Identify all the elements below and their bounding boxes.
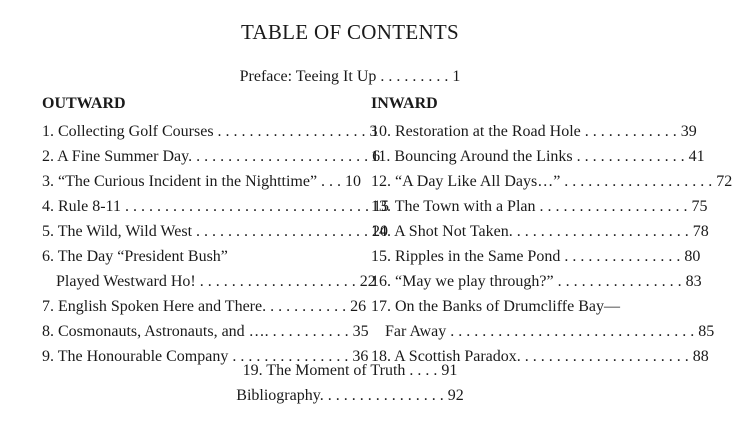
toc-entry-9: 9. The Honourable Company . . . . . . . . . . . . . . . 36 bbox=[42, 348, 369, 365]
toc-entry-14: 14. A Shot Not Taken. . . . . . . . . . . . . . . . . . . . . . . 78 bbox=[371, 223, 709, 240]
toc-entry-17: 17. On the Banks of Drumcliffe Bay— Far Away . . . . . . . . . . . . . . . . . . . . . . . . . . . . . . . 85 bbox=[371, 298, 715, 340]
preface-entry: Preface: Teeing It Up . . . . . . . . . 1 bbox=[239, 68, 461, 85]
toc-entry-15: 15. Ripples in the Same Pond . . . . . . . . . . . . . . . 80 bbox=[371, 248, 701, 265]
toc-entry-18: 18. A Scottish Paradox. . . . . . . . . . . . . . . . . . . . . . 88 bbox=[371, 348, 709, 365]
toc-entry-4: 4. Rule 8-11 . . . . . . . . . . . . . . . . . . . . . . . . . . . . . . . 15 bbox=[42, 198, 389, 215]
toc-entry-6: 6. The Day “President Bush” Played Westward Ho! . . . . . . . . . . . . . . . . . . . . 22 bbox=[42, 248, 376, 290]
toc-entry-2: 2. A Fine Summer Day. . . . . . . . . . . . . . . . . . . . . . . 6 bbox=[42, 148, 381, 165]
toc-entry-8: 8. Cosmonauts, Astronauts, and …. . . . . . . . . . . 35 bbox=[42, 323, 369, 340]
toc-entry-5: 5. The Wild, Wild West . . . . . . . . . . . . . . . . . . . . . . 20 bbox=[42, 223, 389, 240]
toc-title: TABLE OF CONTENTS bbox=[240, 20, 460, 44]
bibliography-entry: Bibliography. . . . . . . . . . . . . . . . 92 bbox=[236, 387, 464, 404]
toc-entry-10: 10. Restoration at the Road Hole . . . . . . . . . . . . 39 bbox=[371, 123, 697, 140]
toc-entry-1: 1. Collecting Golf Courses . . . . . . . . . . . . . . . . . . . 3 bbox=[42, 123, 378, 140]
outward-column bbox=[42, 121, 389, 371]
inward-heading: INWARD bbox=[371, 95, 438, 112]
toc-entry-13: 13. The Town with a Plan . . . . . . . . . . . . . . . . . . . 75 bbox=[371, 198, 708, 215]
toc-entry-11: 11. Bouncing Around the Links . . . . . . . . . . . . . . 41 bbox=[371, 148, 705, 165]
toc-entry-12: 12. “A Day Like All Days…” . . . . . . . . . . . . . . . . . . . 72 bbox=[371, 173, 732, 190]
toc-entry-7: 7. English Spoken Here and There. . . . . . . . . . . 26 bbox=[42, 298, 367, 315]
toc-entry-16: 16. “May we play through?” . . . . . . . . . . . . . . . . 83 bbox=[371, 273, 702, 290]
inward-column bbox=[371, 121, 732, 371]
outward-heading: OUTWARD bbox=[42, 95, 126, 112]
toc-entry-19: 19. The Moment of Truth . . . . 91 bbox=[242, 362, 458, 379]
toc-entry-3: 3. “The Curious Incident in the Nighttime” . . . 10 bbox=[42, 173, 362, 190]
